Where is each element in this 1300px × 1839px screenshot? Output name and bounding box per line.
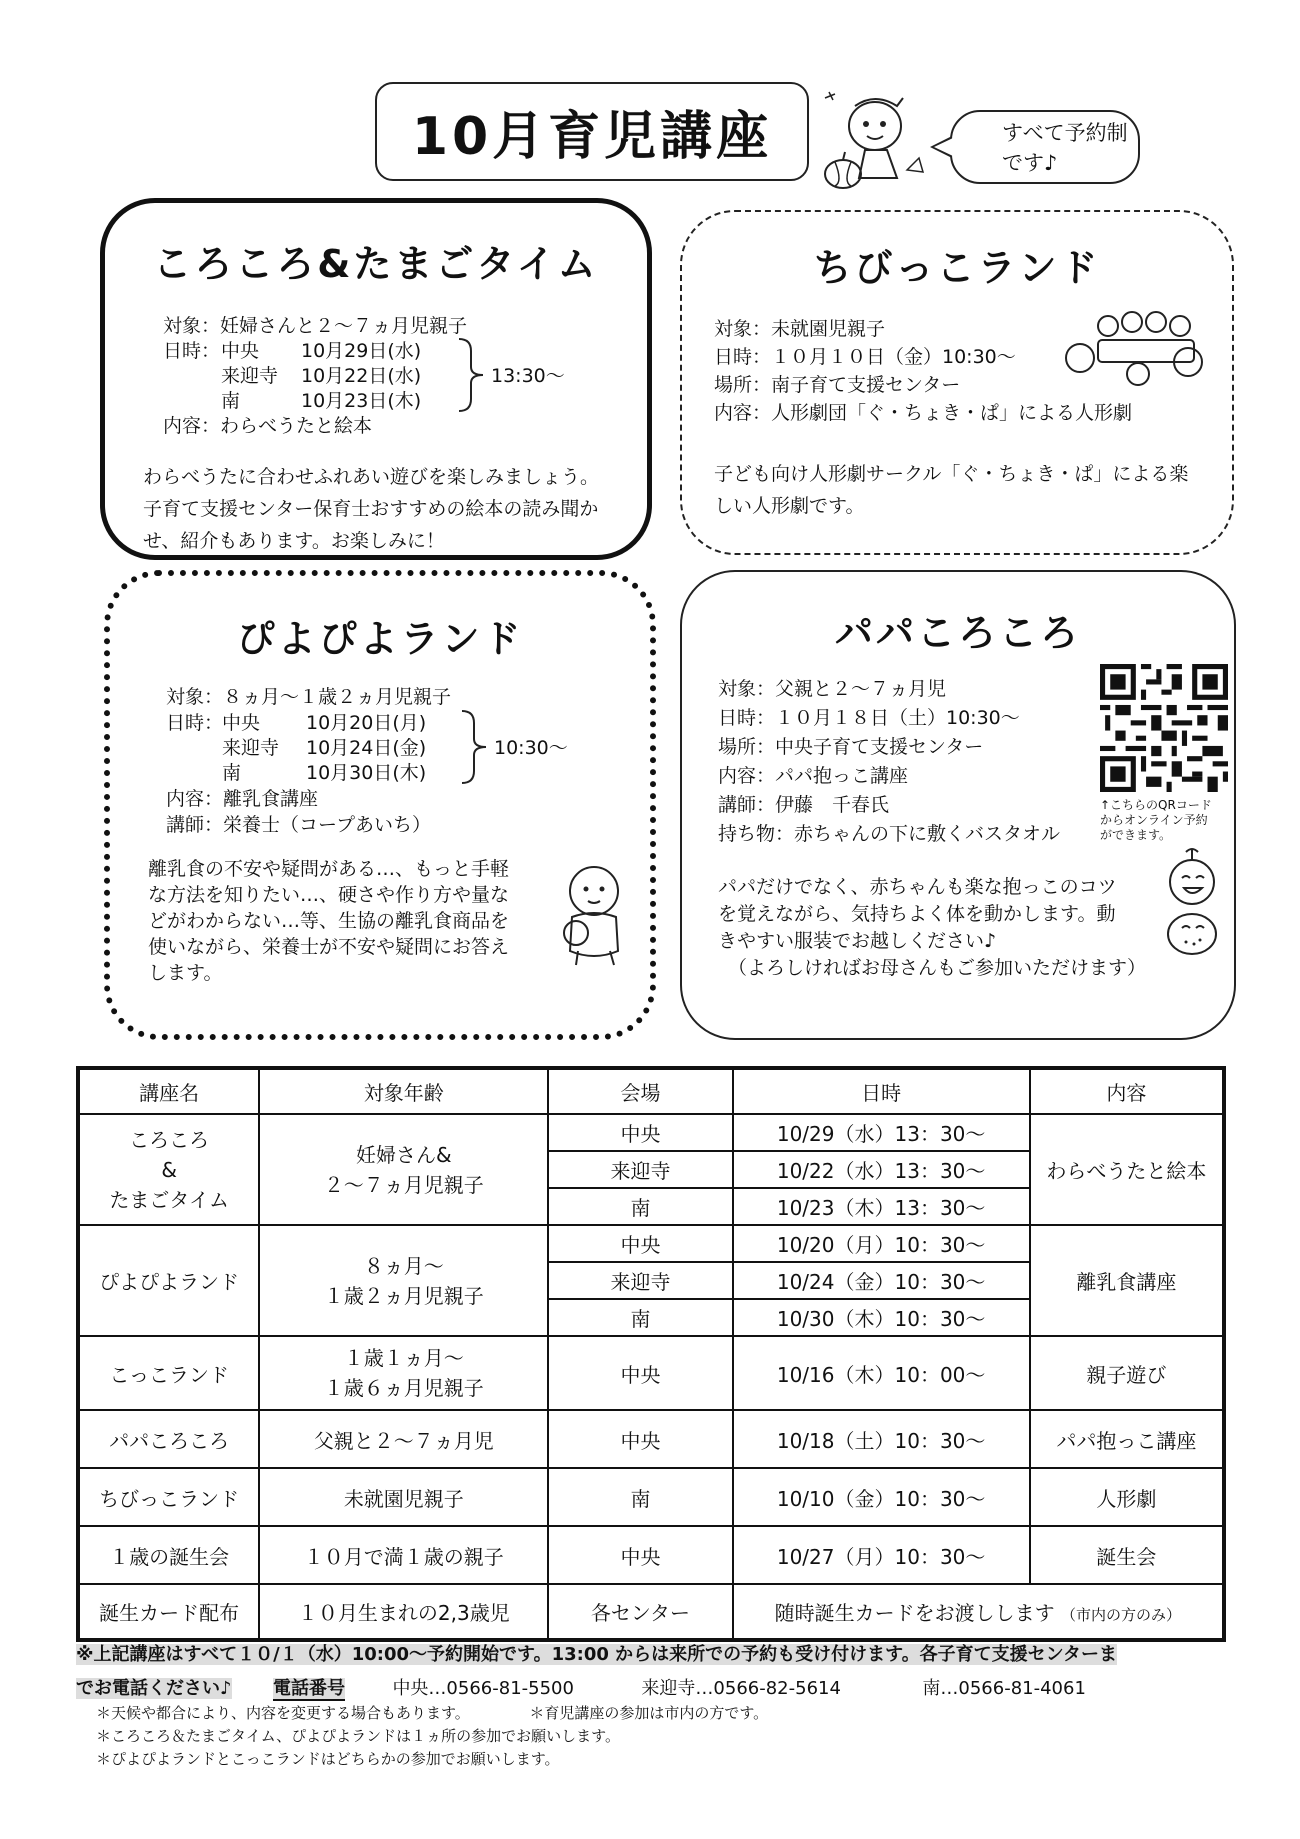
course-place: 各センター: [548, 1584, 732, 1640]
korokoro-date-label: 日時：: [163, 340, 221, 362]
course-datetime: 10/18（土）10：30～: [733, 1410, 1030, 1468]
course-datetime: [733, 1584, 1224, 1640]
phone-minami[interactable]: 南…0566-81-4061: [922, 1678, 1086, 1699]
chibikko-panel: [680, 210, 1234, 555]
reservation-note: ※上記講座はすべて１０/１（水）10:00～予約開始です。13:00 からは来所での予約も受け付けます。各子育て支援センターま: [76, 1644, 1117, 1665]
course-datetime: 10/30（木）10：30～: [733, 1299, 1030, 1336]
course-content: 親子遊び: [1030, 1336, 1224, 1410]
desc-line: します。: [148, 962, 223, 984]
piyopiyo-date-label: 日時：: [166, 712, 224, 734]
korokoro-date-1: 10月29日(水): [301, 340, 422, 362]
qr-code[interactable]: [1100, 664, 1228, 792]
piyopiyo-desc: [148, 856, 509, 986]
header-content: 内容: [1030, 1068, 1224, 1114]
course-datetime: 10/16（木）10：00～: [733, 1336, 1030, 1410]
papa-desc: [718, 874, 1146, 982]
papa-items: 持ち物：赤ちゃんの下に敷くバスタオル: [718, 823, 1061, 845]
course-name: こっこランド: [78, 1336, 259, 1410]
course-age: [259, 1336, 548, 1410]
phone-raigoji[interactable]: 来迎寺…0566-82-5614: [641, 1678, 841, 1699]
piyopiyo-date-3: 10月30日(木): [306, 762, 427, 784]
age-line: １歳６ヵ月児親子: [323, 1376, 484, 1400]
piyopiyo-place-2: 来迎寺: [222, 737, 280, 759]
papa-content: 内容：パパ抱っこ講座: [718, 765, 909, 787]
course-content: わらべうたと絵本: [1030, 1114, 1224, 1225]
course-content: 誕生会: [1030, 1526, 1224, 1584]
korokoro-time: 13:30～: [491, 365, 565, 387]
notes-small-3: ＊ぴよぴよランドとこっこランドはどちらかの参加でお願いします。: [96, 1750, 560, 1768]
age-line: ２～７ヵ月児親子: [323, 1172, 484, 1197]
course-name: ちびっこランド: [78, 1468, 259, 1526]
chibikko-target: 対象：未就園児親子: [714, 318, 886, 340]
desc-line: どがわからない…等、生協の離乳食商品を: [148, 910, 510, 932]
course-datetime: 10/23（木）13：30～: [733, 1188, 1030, 1225]
header-name: 講座名: [78, 1068, 259, 1114]
course-age: １０月で満１歳の親子: [259, 1526, 548, 1584]
chibikko-content: 内容：人形劇団「ぐ・ちょき・ぱ」による人形劇: [714, 402, 1133, 424]
course-datetime: 10/29（水）13：30～: [733, 1114, 1030, 1151]
header-age: 対象年齢: [259, 1068, 548, 1114]
course-datetime: 10/27（月）10：30～: [733, 1526, 1030, 1584]
desc-line: 離乳食の不安や疑問がある…、もっと手軽: [148, 858, 510, 880]
mascot-pumpkin-illustration: [815, 82, 945, 192]
birthday-card-text: 随時誕生カードをお渡しします: [774, 1601, 1055, 1625]
papa-title: パパころころ: [834, 611, 1081, 655]
piyopiyo-panel: [104, 570, 656, 1040]
chibikko-date: 日時：１０月１０日（金）10:30～: [714, 346, 1016, 368]
age-line: １歳１ヵ月～: [343, 1346, 464, 1370]
course-age: １０月生まれの2,3歳児: [259, 1584, 548, 1640]
table-row: [78, 1336, 1224, 1410]
course-place: 来迎寺: [548, 1151, 732, 1188]
bubble-line-2: です♪: [1002, 151, 1058, 175]
desc-line: パパだけでなく、赤ちゃんも楽な抱っこのコツ: [718, 876, 1117, 898]
korokoro-panel: [100, 198, 652, 560]
name-line: たまごタイム: [109, 1187, 229, 1212]
course-place: 中央: [548, 1526, 732, 1584]
korokoro-date-3: 10月23日(木): [301, 390, 422, 412]
desc-line: 子ども向け人形劇サークル「ぐ・ちょき・ぱ」による楽: [714, 463, 1189, 485]
korokoro-date-2: 10月22日(水): [301, 365, 422, 387]
phone-label: 電話番号: [272, 1678, 345, 1699]
course-place: 中央: [548, 1225, 732, 1262]
course-place: 南: [548, 1468, 732, 1526]
course-content: 離乳食講座: [1030, 1225, 1224, 1336]
baby-eating-illustration: [548, 861, 638, 971]
page-title: 10月育児講座: [375, 82, 809, 181]
course-name: パパころころ: [78, 1410, 259, 1468]
papa-target: 対象：父親と２～７ヵ月児: [718, 678, 947, 700]
korokoro-title: ころころ&たまごタイム: [153, 242, 599, 286]
course-age: [259, 1225, 548, 1336]
desc-line: きやすい服装でお越しください♪: [718, 930, 997, 952]
qr-note-line: ↑こちらのQRコード: [1100, 798, 1212, 812]
small-note: ＊天候や都合により、内容を変更する場合もあります。: [96, 1704, 470, 1722]
course-datetime: 10/24（金）10：30～: [733, 1262, 1030, 1299]
piyopiyo-teacher: 講師：栄養士（コープあいち）: [166, 814, 432, 836]
table-row: [78, 1584, 1224, 1640]
papa-teacher: 講師：伊藤 千春氏: [718, 794, 890, 816]
papa-date: 日時：１０月１８日（土）10:30～: [718, 707, 1020, 729]
header-datetime: 日時: [733, 1068, 1030, 1114]
age-line: 妊婦さん&: [356, 1142, 452, 1167]
desc-line: を覚えながら、気持ちよく体を動かします。動: [718, 903, 1116, 925]
course-age: 父親と２～７ヵ月児: [259, 1410, 548, 1468]
table-row: [78, 1526, 1224, 1584]
course-name: １歳の誕生会: [78, 1526, 259, 1584]
bubble-line-1: すべて予約制: [1002, 121, 1128, 145]
course-datetime: 10/10（金）10：30～: [733, 1468, 1030, 1526]
course-place: 中央: [548, 1114, 732, 1151]
course-name: 誕生カード配布: [78, 1584, 259, 1640]
course-age: 未就園児親子: [259, 1468, 548, 1526]
header-place: 会場: [548, 1068, 732, 1114]
call-note: でお電話ください♪: [76, 1678, 232, 1699]
course-place: 来迎寺: [548, 1262, 732, 1299]
piyopiyo-date-1: 10月20日(月): [306, 712, 427, 734]
reservation-bubble: [950, 110, 1140, 184]
course-place: 中央: [548, 1336, 732, 1410]
korokoro-place-2: 来迎寺: [221, 365, 279, 387]
small-note: ＊育児講座の参加は市内の方です。: [529, 1704, 769, 1722]
course-place: 南: [548, 1188, 732, 1225]
age-line: １歳２ヵ月児親子: [323, 1283, 484, 1308]
papa-panel: [680, 570, 1236, 1040]
papa-place: 場所：中央子育て支援センター: [718, 736, 984, 758]
phone-chuo[interactable]: 中央…0566-81-5500: [392, 1678, 574, 1699]
birthday-card-note: （市内の方のみ）: [1060, 1606, 1181, 1624]
korokoro-desc: [143, 461, 599, 557]
brace-icon: [460, 709, 488, 785]
qr-note-line: ができます。: [1100, 828, 1172, 842]
qr-note-line: からオンライン予約: [1100, 813, 1208, 827]
course-name: [78, 1114, 259, 1225]
desc-line: せ、紹介もあります。お楽しみに！: [143, 530, 445, 552]
piyopiyo-content: 内容：離乳食講座: [166, 788, 319, 810]
desc-line: 子育て支援センター保育士おすすめの絵本の読み聞か: [143, 498, 599, 520]
desc-line: しい人形劇です。: [714, 495, 865, 517]
course-name: ぴよぴよランド: [78, 1225, 259, 1336]
notes-small-2: ＊ころころ＆たまごタイム、ぴよぴよランドは１ヵ所の参加でお願いします。: [96, 1727, 620, 1745]
piyopiyo-place-3: 南: [222, 762, 242, 784]
piyopiyo-title: ぴよぴよランド: [236, 617, 524, 661]
course-content: パパ抱っこ講座: [1030, 1410, 1224, 1468]
desc-line: な方法を知りたい…、硬さや作り方や量な: [148, 884, 510, 906]
name-line: ころころ: [129, 1127, 210, 1152]
smiling-characters-illustration: [1156, 844, 1228, 964]
chibikko-desc: [714, 458, 1188, 522]
table-row: [78, 1468, 1224, 1526]
korokoro-target: 対象：妊婦さんと２～７ヵ月児親子: [163, 315, 468, 337]
course-datetime: 10/22（水）13：30～: [733, 1151, 1030, 1188]
chibikko-place: 場所：南子育て支援センター: [714, 374, 961, 396]
table-row: [78, 1225, 1224, 1262]
notes-line-2: [76, 1674, 1086, 1700]
course-datetime: 10/20（月）10：30～: [733, 1225, 1030, 1262]
piyopiyo-place-1: 中央: [222, 712, 261, 734]
korokoro-content: 内容：わらべうたと絵本: [163, 415, 373, 437]
notes-small-1: [96, 1702, 768, 1723]
desc-line: （よろしければお母さんもご参加いただけます）: [728, 957, 1147, 979]
piyopiyo-time: 10:30～: [494, 737, 568, 759]
age-line: ８ヵ月～: [363, 1253, 444, 1278]
piyopiyo-date-2: 10月24日(金): [306, 737, 427, 759]
course-age: [259, 1114, 548, 1225]
chibikko-title: ちびっこランド: [813, 246, 1101, 290]
korokoro-place-3: 南: [221, 390, 241, 412]
course-place: 中央: [548, 1410, 732, 1468]
qr-note: [1100, 798, 1212, 843]
table-header-row: [78, 1068, 1224, 1114]
desc-line: わらべうたに合わせふれあい遊びを楽しみましょう。: [143, 466, 600, 488]
course-content: 人形劇: [1030, 1468, 1224, 1526]
korokoro-place-1: 中央: [221, 340, 260, 362]
table-row: [78, 1410, 1224, 1468]
notes-line-1: [76, 1640, 1117, 1666]
piyopiyo-target: 対象：８ヵ月～１歳２ヵ月児親子: [166, 686, 452, 708]
name-line: &: [161, 1157, 177, 1182]
schedule-table: [76, 1066, 1226, 1642]
puppet-show-illustration: [1058, 308, 1208, 388]
table-row: [78, 1114, 1224, 1151]
desc-line: 使いながら、栄養士が不安や疑問にお答え: [148, 936, 510, 958]
course-place: 南: [548, 1299, 732, 1336]
brace-icon: [457, 337, 485, 413]
